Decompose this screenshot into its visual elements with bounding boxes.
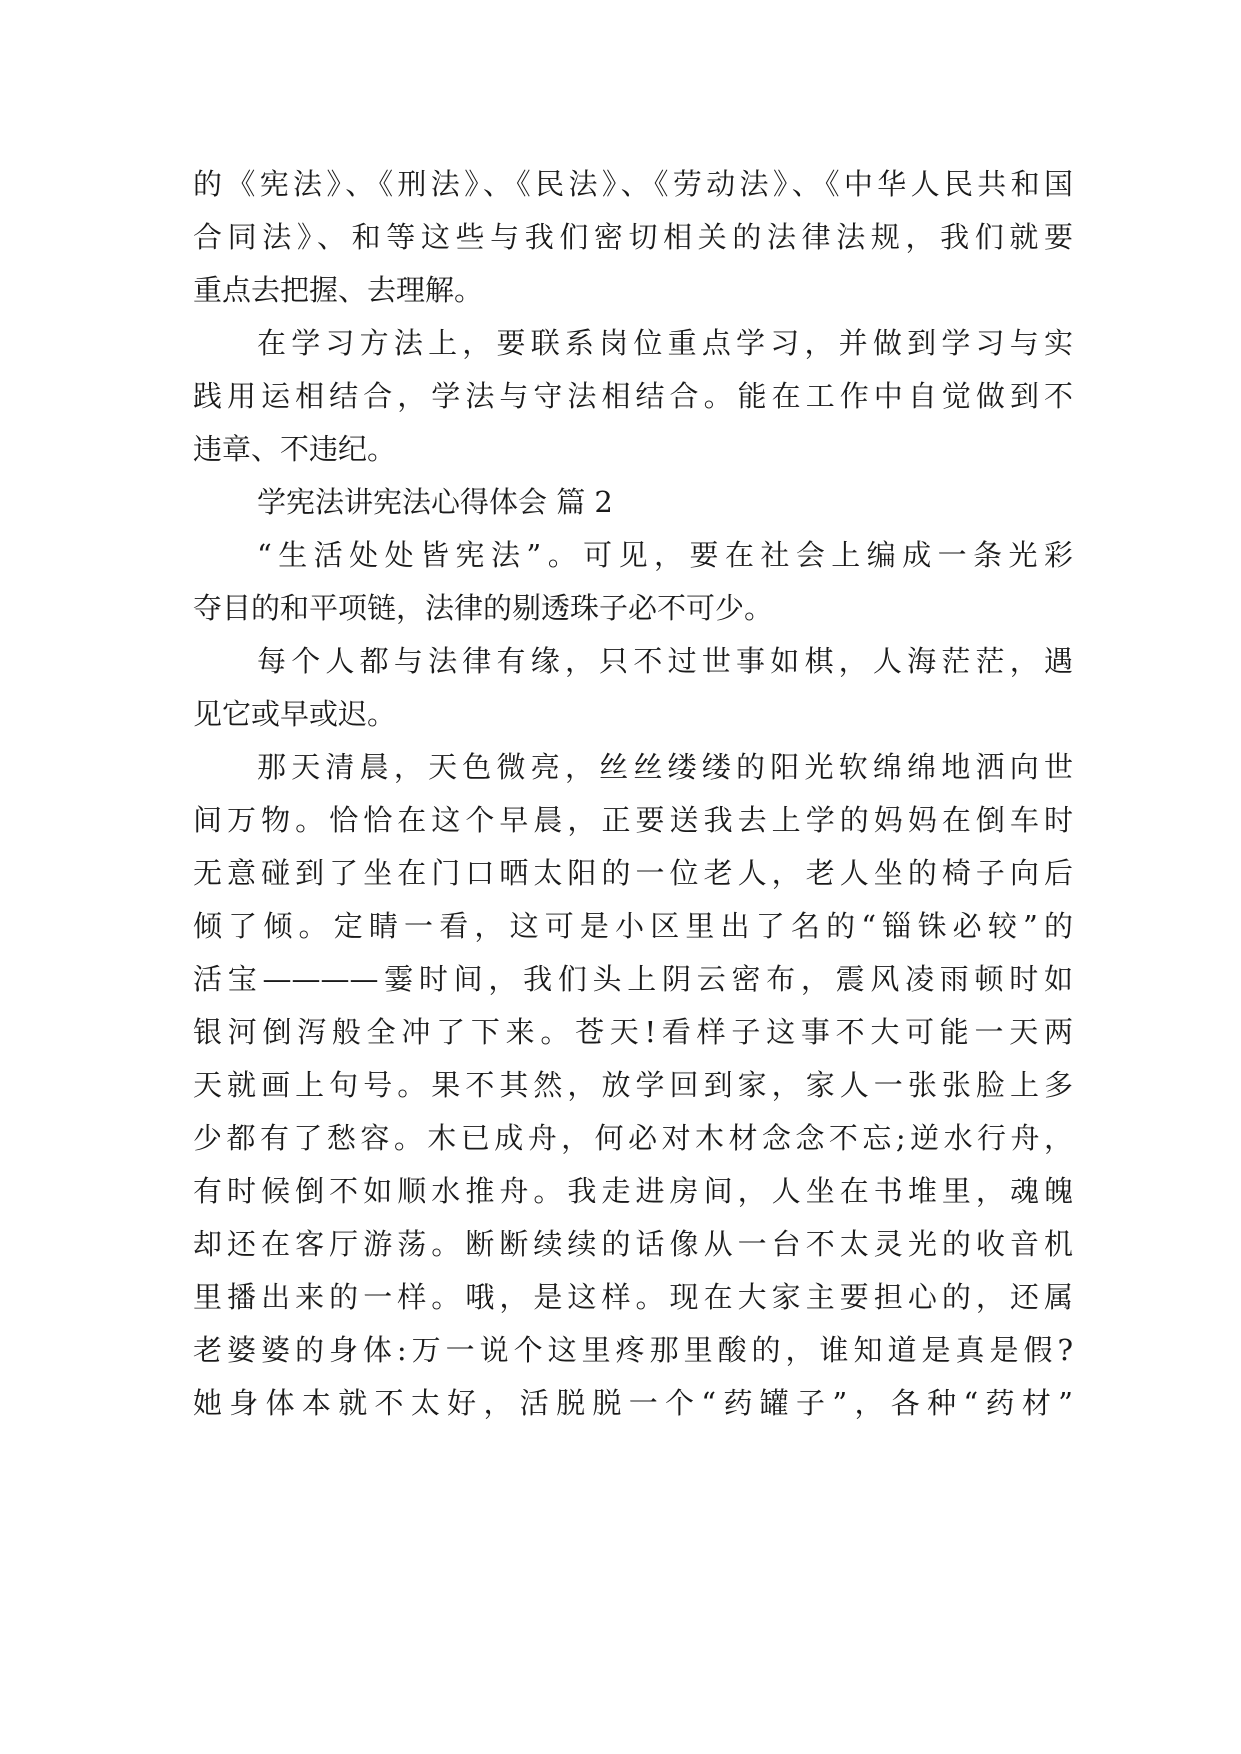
- text-line: 天就画上句号。果不其然，放学回到家，家人一张张脸上多: [193, 1068, 1073, 1102]
- text-line: 她身体本就不太好，活脱脱一个“药罐子”，各种“药材”: [193, 1386, 1073, 1420]
- text-line: 倾了倾。定睛一看，这可是小区里出了名的“锱铢必较”的: [193, 909, 1073, 943]
- text-line: 合同法》、和等这些与我们密切相关的法律法规，我们就要: [193, 220, 1073, 254]
- text-line: 里播出来的一样。哦，是这样。现在大家主要担心的，还属: [193, 1280, 1073, 1314]
- text-line: 活宝————霎时间，我们头上阴云密布，震风凌雨顿时如: [193, 962, 1073, 996]
- section-heading: 学宪法讲宪法心得体会 篇 2: [257, 485, 613, 519]
- text-line: 重点去把握、去理解。: [193, 273, 484, 307]
- text-line: 违章、不违纪。: [193, 432, 397, 466]
- text-line: 夺目的和平项链，法律的剔透珠子必不可少。: [193, 591, 774, 625]
- text-line: 却还在客厅游荡。断断续续的话像从一台不太灵光的收音机: [193, 1227, 1073, 1261]
- document-body: [193, 158, 1073, 1430]
- text-line: 每个人都与法律有缘，只不过世事如棋，人海茫茫，遇: [257, 644, 1073, 678]
- text-line: 老婆婆的身体:万一说个这里疼那里酸的，谁知道是真是假?: [193, 1333, 1073, 1367]
- text-line: 少都有了愁容。木已成舟，何必对木材念念不忘;逆水行舟，: [193, 1121, 1073, 1155]
- text-line: 无意碰到了坐在门口晒太阳的一位老人，老人坐的椅子向后: [193, 856, 1073, 890]
- text-line: 银河倒泻般全冲了下来。苍天!看样子这事不大可能一天两: [193, 1015, 1073, 1049]
- text-line: 在学习方法上，要联系岗位重点学习，并做到学习与实: [257, 326, 1073, 360]
- text-line: 有时候倒不如顺水推舟。我走进房间，人坐在书堆里，魂魄: [193, 1174, 1073, 1208]
- text-line: 间万物。恰恰在这个早晨，正要送我去上学的妈妈在倒车时: [193, 803, 1073, 837]
- text-line: 的《宪法》、《刑法》、《民法》、《劳动法》、《中华人民共和国: [193, 167, 1073, 201]
- text-line: 见它或早或迟。: [193, 697, 397, 731]
- text-line: 那天清晨，天色微亮，丝丝缕缕的阳光软绵绵地洒向世: [257, 750, 1073, 784]
- text-line: 践用运相结合，学法与守法相结合。能在工作中自觉做到不: [193, 379, 1073, 413]
- text-line: “生活处处皆宪法”。可见，要在社会上编成一条光彩: [257, 538, 1073, 572]
